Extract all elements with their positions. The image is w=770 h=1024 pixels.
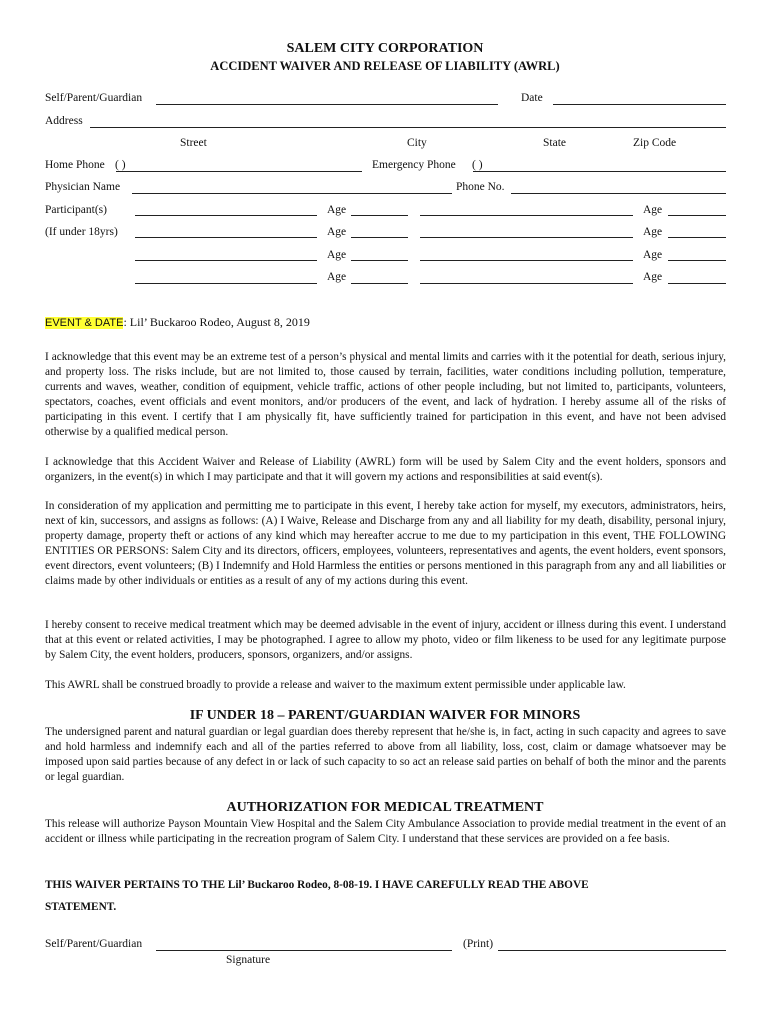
- physician-name-label: Physician Name: [45, 181, 121, 193]
- participant-name-field[interactable]: [135, 260, 317, 261]
- signature-caption: Signature: [226, 954, 271, 966]
- age-label: Age: [643, 271, 663, 283]
- date-label: Date: [521, 92, 543, 104]
- statement-line-1: THIS WAIVER PERTAINS TO THE Lil’ Buckaroo Rodeo, 8-08-19. I HAVE CAREFULLY READ THE ABOVE: [45, 879, 589, 891]
- org-title: SALEM CITY CORPORATION: [286, 41, 484, 56]
- street-caption: Street: [180, 137, 207, 149]
- zip-code-caption: Zip Code: [633, 137, 677, 149]
- emergency-phone-field[interactable]: [473, 171, 726, 172]
- participant-age-field[interactable]: [668, 283, 726, 284]
- state-caption: State: [543, 137, 566, 149]
- medical-consent-paragraph: I hereby consent to receive medical treatment which may be deemed advisable in the event of injury, accident or illness during this event. I understand that at this event or related activities, I may be photographed. I agree to allow my photo, video or film likeness to be used for any legitimate purpose by Salem City, the event holders, producers, sponsors, organizers, and/or assigns.: [45, 619, 726, 661]
- participant-name-field[interactable]: [135, 283, 317, 284]
- event-line: [45, 315, 310, 330]
- self-parent-guardian-label: Self/Parent/Guardian: [45, 92, 143, 104]
- participant-name-field[interactable]: [420, 283, 633, 284]
- home-phone-field[interactable]: [116, 171, 362, 172]
- under-18-label: (If under 18yrs): [45, 226, 118, 238]
- participant-age-field[interactable]: [668, 215, 726, 216]
- participant-name-field[interactable]: [135, 237, 317, 238]
- city-caption: City: [407, 137, 427, 149]
- awrl-acknowledgement-paragraph: I acknowledge that this Accident Waiver and Release of Liability (AWRL) form will be used by Salem City and the event holders, sponsors and organizers, in the event(s) in which I may participate and that it will govern my actions and responsibilities at said event(s).: [45, 456, 726, 483]
- address-label: Address: [45, 115, 83, 127]
- participant-age-field[interactable]: [351, 283, 408, 284]
- age-label: Age: [643, 204, 663, 216]
- signature-field[interactable]: [156, 950, 452, 951]
- risk-acknowledgement-paragraph: I acknowledge that this event may be an extreme test of a person’s physical and mental limits and carries with it the potential for death, serious injury, and property loss. The risks include, but are not limited to, those caused by terrain, facilities, water conditions including pollution, temperature, currents and waves, weather, condition of equipment, vehicle traffic, actions of other people including, but not limited to, participants, volunteers, spectators, coaches, event officials and event monitors, and/or producers of the event, and lack of hydration. I hereby assume all of the risks of participating in this event. I certify that I am physically fit, have sufficiently trained for participation in this event, and have not been advised otherwise by a qualified medical person.: [45, 351, 726, 438]
- waiver-release-paragraph: In consideration of my application and permitting me to participate in this event, I hereby take action for myself, my executors, administrators, heirs, next of kin, successors, and assigns as follows: (A) I Waive, Release and Discharge from any and all liability for my death, disability, personal injury, property damage, property theft or actions of any kind which may hereafter accrue to me due to my participation in this event, THE FOLLOWING ENTITIES OR PERSONS: Salem City and its directors, officers, employees, volunteers, representatives and agents, the event holders, event sponsors, event directors, event volunteers; (B) I Indemnify and Hold Harmless the entities or persons mentioned in this paragraph from any and all liabilities or claims made by other individuals or entities as a result of any of my actions during this event.: [45, 500, 726, 587]
- minors-heading: IF UNDER 18 – PARENT/GUARDIAN WAIVER FOR MINORS: [189, 708, 581, 723]
- participant-age-field[interactable]: [351, 215, 408, 216]
- participant-name-field[interactable]: [420, 260, 633, 261]
- phone-no-label: Phone No.: [456, 181, 505, 193]
- age-label: Age: [327, 249, 347, 261]
- medical-treatment-heading: AUTHORIZATION FOR MEDICAL TREATMENT: [226, 800, 544, 815]
- print-label: (Print): [463, 938, 494, 950]
- construction-paragraph: This AWRL shall be construed broadly to provide a release and waiver to the maximum extent permissible under applicable law.: [45, 679, 626, 691]
- participant-name-field[interactable]: [135, 215, 317, 216]
- participant-age-field[interactable]: [668, 260, 726, 261]
- age-label: Age: [643, 249, 663, 261]
- event-date-label: EVENT & DATE: [45, 317, 124, 329]
- print-name-field[interactable]: [498, 950, 726, 951]
- participant-age-field[interactable]: [668, 237, 726, 238]
- participant-age-field[interactable]: [351, 260, 408, 261]
- statement-line-2: STATEMENT.: [45, 901, 117, 913]
- emergency-phone-area-code: ( ): [472, 159, 483, 171]
- participant-age-field[interactable]: [351, 237, 408, 238]
- self-parent-guardian-field[interactable]: [156, 104, 498, 105]
- participants-label: Participant(s): [45, 204, 107, 216]
- minors-paragraph: The undersigned parent and natural guardian or legal guardian does thereby represent that he/she is, in fact, acting in such capacity and agrees to save and hold harmless and indemnify each and all of the parties referred to above from all liability, loss, cost, claim or damage whatsoever may be imposed upon said parties because of any defect in or lack of such capacity to so act an release said parties on behalf of both the minor and the parents or legal guardian.: [45, 726, 726, 783]
- date-field[interactable]: [553, 104, 726, 105]
- signature-self-label: Self/Parent/Guardian: [45, 938, 143, 950]
- emergency-phone-label: Emergency Phone: [372, 159, 456, 171]
- home-phone-area-code: ( ): [115, 159, 126, 171]
- form-title: ACCIDENT WAIVER AND RELEASE OF LIABILITY (AWRL): [210, 59, 560, 73]
- home-phone-label: Home Phone: [45, 159, 105, 171]
- age-label: Age: [327, 226, 347, 238]
- age-label: Age: [643, 226, 663, 238]
- physician-phone-field[interactable]: [511, 193, 726, 194]
- participant-name-field[interactable]: [420, 237, 633, 238]
- physician-name-field[interactable]: [132, 193, 452, 194]
- medical-treatment-paragraph: This release will authorize Payson Mountain View Hospital and the Salem City Ambulance Association to provide medial treatment in the event of an accident or illness while participating in the recreation program of Salem City. I understand that these services are provided on a fee basis.: [45, 818, 726, 845]
- age-label: Age: [327, 271, 347, 283]
- participant-name-field[interactable]: [420, 215, 633, 216]
- address-field[interactable]: [90, 127, 726, 128]
- event-date-value: : Lil’ Buckaroo Rodeo, August 8, 2019: [123, 315, 310, 329]
- age-label: Age: [327, 204, 347, 216]
